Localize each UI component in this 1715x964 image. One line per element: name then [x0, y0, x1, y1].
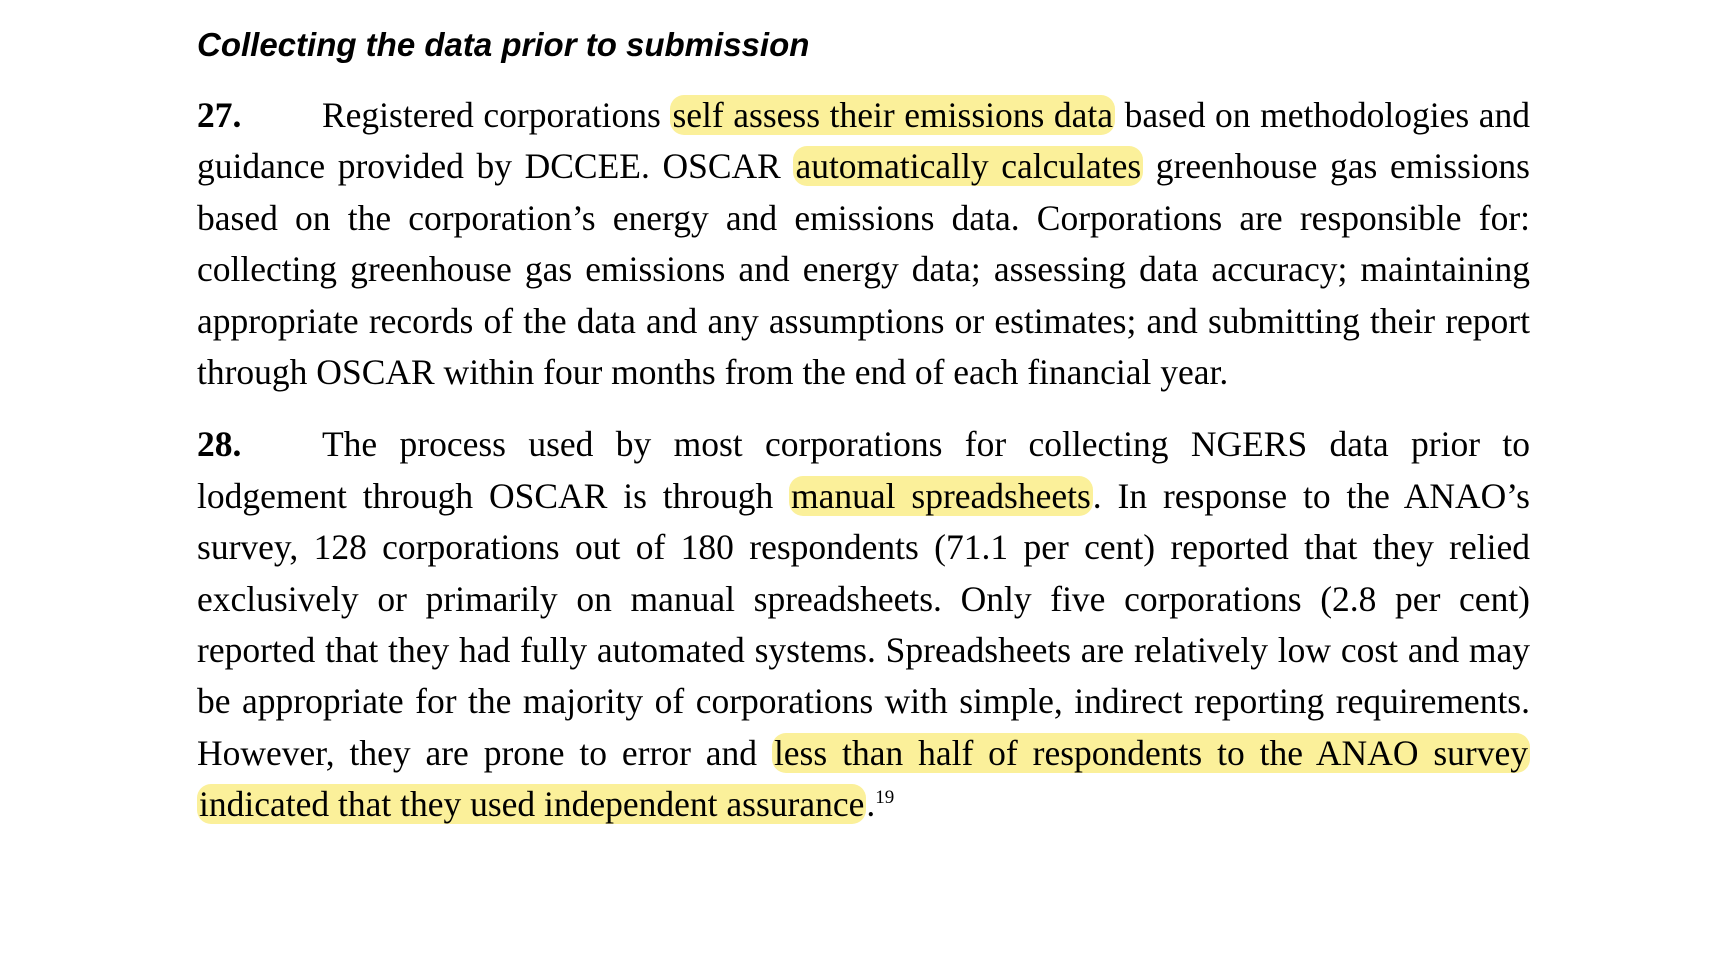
highlight: manual spreadsheets — [791, 475, 1091, 516]
paragraph-text: greenhouse gas emissions based on the corporation’s energy and emissions data. Corporations are responsible for: collecting greenhouse gas emissions and energy data; assessing data accuracy; maintaining appropriate records of the data and any assumptions or estimates; and submitting their report through OSCAR within four months from the end of each financial year. — [197, 146, 1530, 393]
paragraph-text: . In response to the ANAO’s survey, 128 corporations out of 180 respondents (71.1 per cent) reported that they relied exclusively or primarily on manual spreadsheets. Only five corporations (2.8 per cent) reported that they had fully automated systems. Spreadsheets are relatively low cost and may be appropriate for the majority of corporations with simple, indirect reporting requirements. However, they are prone to error and — [197, 475, 1530, 773]
paragraph-number: 28. — [197, 424, 242, 465]
document-page — [197, 22, 1530, 831]
paragraph-number: 27. — [197, 95, 242, 135]
paragraph-text: The process used by most corporations for collecting NGERS data prior to lodgement through OSCAR is through — [197, 424, 1530, 516]
paragraph-27 — [197, 90, 1530, 398]
paragraph-28 — [197, 419, 1530, 830]
highlight: less than half of respondents to the ANAO survey indicated that they used independent assurance — [199, 732, 1528, 825]
footnote-reference[interactable]: 19 — [875, 787, 895, 809]
paragraph-text: . — [866, 784, 876, 825]
highlight: automatically calculates — [795, 146, 1142, 187]
paragraph-text: based on methodologies and guidance provided by DCCEE. OSCAR — [197, 95, 1530, 187]
highlight: self assess their emissions data — [672, 95, 1114, 135]
paragraph-text: Registered corporations — [322, 95, 671, 135]
section-heading: Collecting the data prior to submission — [197, 26, 810, 63]
